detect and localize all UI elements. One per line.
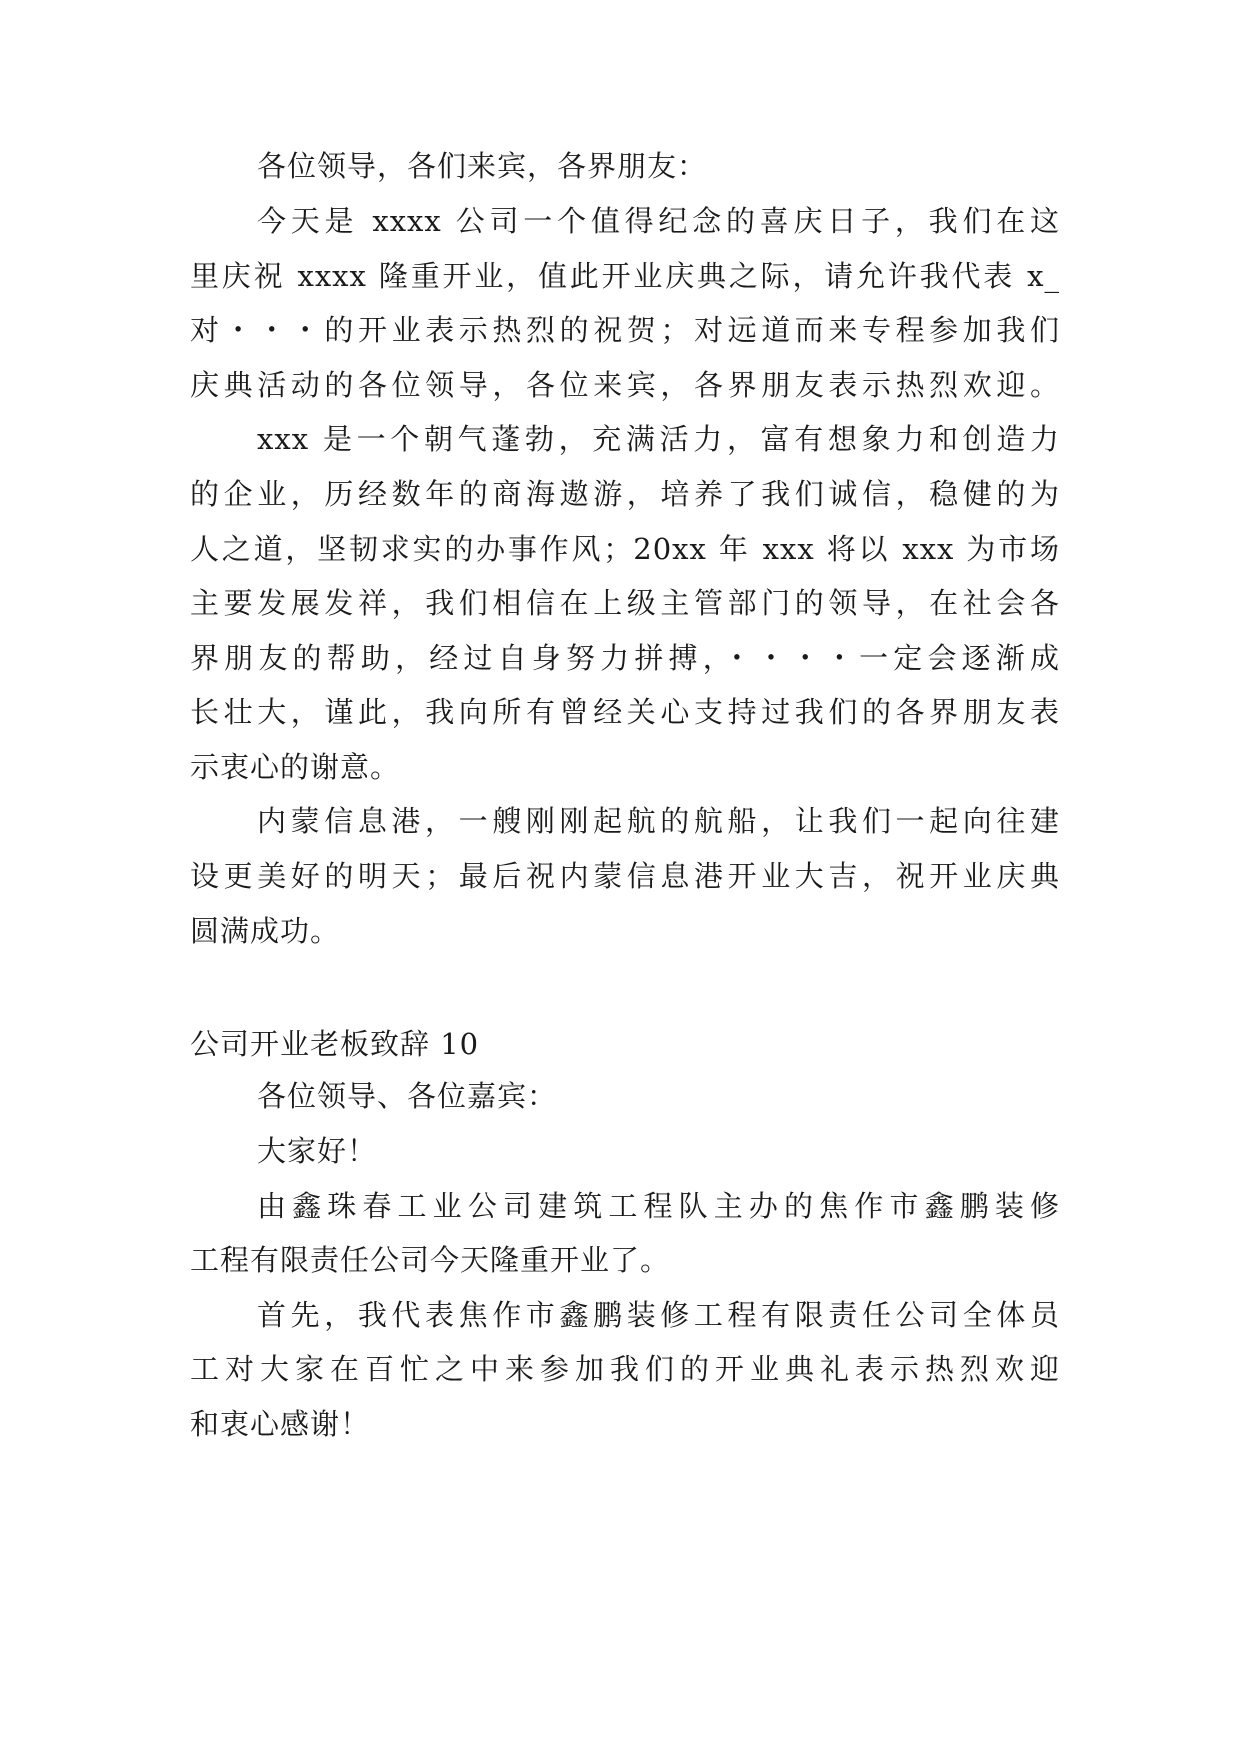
paragraph-line: 设更美好的明天；最后祝内蒙信息港开业大吉，祝开业庆典	[190, 859, 1060, 893]
paragraph-line: xxx 是一个朝气蓬勃，充满活力，富有想象力和创造力	[257, 422, 1060, 456]
paragraph-line: 首先，我代表焦作市鑫鹏装修工程有限责任公司全体员	[257, 1298, 1060, 1332]
salutation-line: 各位领导、各位嘉宾：	[257, 1079, 558, 1113]
paragraph-line: 工程有限责任公司今天隆重开业了。	[190, 1243, 671, 1277]
greeting-line: 大家好！	[257, 1134, 378, 1168]
salutation-line: 各位领导，各们来宾，各界朋友：	[257, 149, 708, 183]
paragraph-line: 庆典活动的各位领导，各位来宾，各界朋友表示热烈欢迎。	[190, 368, 1060, 402]
paragraph-line: 长壮大，谨此，我向所有曾经关心支持过我们的各界朋友表	[190, 695, 1060, 729]
paragraph-line: 里庆祝 xxxx 隆重开业，值此开业庆典之际，请允许我代表 x_	[190, 259, 1060, 293]
paragraph-line: 的企业，历经数年的商海遨游，培养了我们诚信，稳健的为	[190, 477, 1060, 511]
paragraph-line: 主要发展发祥，我们相信在上级主管部门的领导，在社会各	[190, 586, 1060, 620]
paragraph-line: 和衷心感谢！	[190, 1407, 371, 1441]
section-heading: 公司开业老板致辞 10	[190, 1027, 480, 1061]
paragraph-line: 界朋友的帮助，经过自身努力拼搏，・・・・一定会逐渐成	[190, 641, 1060, 675]
paragraph-line: 今天是 xxxx 公司一个值得纪念的喜庆日子，我们在这	[257, 204, 1060, 238]
paragraph-line: 人之道，坚韧求实的办事作风；20xx 年 xxx 将以 xxx 为市场	[190, 532, 1060, 566]
paragraph-line: 示衷心的谢意。	[190, 750, 401, 784]
paragraph-line: 内蒙信息港，一艘刚刚起航的航船，让我们一起向往建	[257, 804, 1060, 838]
paragraph-line: 工对大家在百忙之中来参加我们的开业典礼表示热烈欢迎	[190, 1352, 1060, 1386]
paragraph-line: 圆满成功。	[190, 914, 341, 948]
paragraph-line: 对・・・的开业表示热烈的祝贺；对远道而来专程参加我们	[190, 313, 1060, 347]
paragraph-line: 由鑫珠春工业公司建筑工程队主办的焦作市鑫鹏装修	[257, 1189, 1060, 1223]
